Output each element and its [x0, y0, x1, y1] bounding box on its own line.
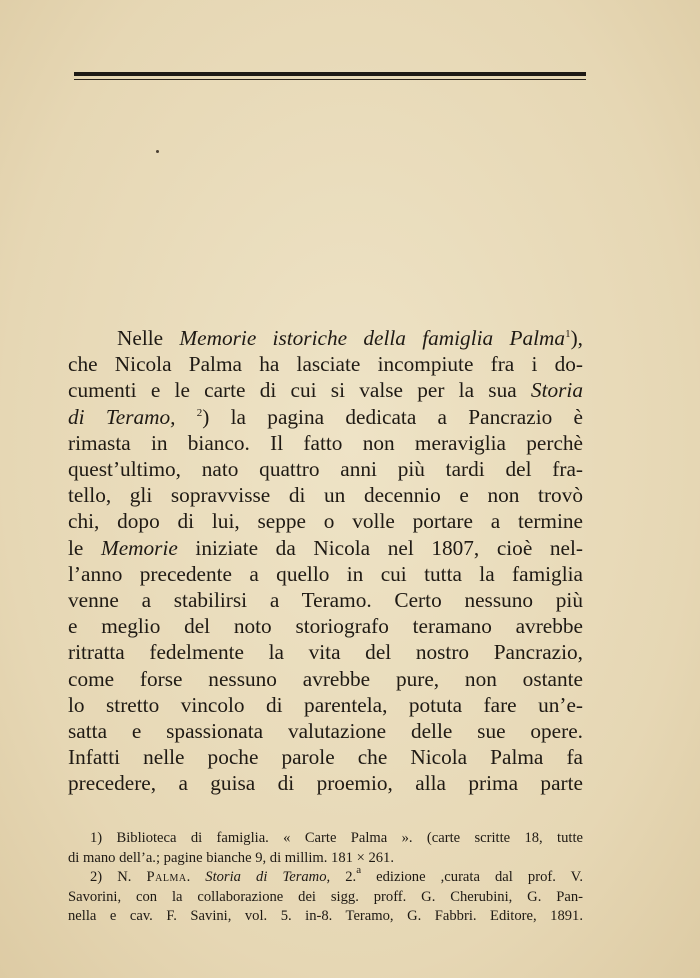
text-run: di mano dell’a.; pagine bianche 9, di millim. 181 × 261.	[68, 849, 394, 866]
text-run: Palma	[146, 869, 187, 886]
text-run: e meglio del noto storiografo teramano avrebbe	[68, 614, 583, 639]
text-run: rimasta in bianco. Il fatto non meraviglia perchè	[68, 430, 583, 455]
body-line	[68, 508, 583, 534]
text-run: nella e cav. F. Savini, vol. 5. in-8. Teramo, G. Fabbri. Editore, 1891.	[68, 908, 583, 925]
text-run: Infatti nelle poche parole che Nicola Palma fa	[68, 745, 583, 770]
body-line	[68, 377, 583, 403]
text-run: precedere, a guisa di proemio, alla prima parte	[68, 771, 583, 796]
footnote-line	[68, 907, 583, 927]
text-run: 2) N.	[90, 869, 147, 886]
body-line	[68, 613, 583, 639]
text-run: lo stretto vincolo di parentela, potuta fare un’e-	[68, 692, 583, 717]
text-run: ritratta fedelmente la vita del nostro Pancrazio,	[68, 640, 583, 665]
text-run: edizione ,curata dal prof. V.	[361, 869, 583, 886]
main-paragraph	[68, 325, 583, 797]
text-run: come forse nessuno avrebbe pure, non ostante	[68, 666, 583, 691]
text-run: cumenti e le carte di cui si valse per la sua	[68, 378, 531, 403]
ink-dot	[156, 150, 159, 153]
text-run: 1) Biblioteca di famiglia. « Carte Palma ». (carte scritte 18, tutte	[90, 830, 583, 846]
italic-text: Memorie istoriche della famiglia Palma	[179, 326, 566, 350]
text-run: .	[186, 869, 206, 886]
text-run: le	[68, 535, 101, 560]
footnote-line	[68, 888, 583, 908]
text-run: che Nicola Palma ha lasciate incompiute fra i do-	[68, 352, 583, 377]
text-run: l’anno precedente a quello in cui tutta la famiglia	[68, 561, 583, 586]
text-run: tello, gli sopravvisse di un decennio e non trovò	[68, 483, 583, 508]
body-line	[68, 325, 583, 351]
body-line	[68, 482, 583, 508]
body-line	[68, 692, 583, 718]
text-run: Nelle	[117, 326, 180, 350]
text-run: ),	[570, 326, 583, 350]
text-run: satta e spassionata valutazione delle sue opere.	[68, 719, 583, 744]
footnote-marker: 1	[565, 328, 571, 340]
italic-text: Storia	[530, 378, 583, 403]
body-line	[68, 744, 583, 770]
text-run: Savorini, con la collaborazione dei sigg. proff. G. Cherubini, G. Pan-	[68, 888, 583, 905]
text-run: chi, dopo di lui, seppe o volle portare a termine	[68, 509, 583, 534]
header-rule-thin	[74, 79, 586, 80]
text-run: quest’ultimo, nato quattro anni più tardi del fra-	[68, 457, 583, 482]
footnote-line	[68, 849, 583, 869]
body-line	[68, 718, 583, 744]
body-line	[68, 430, 583, 456]
body-line	[68, 770, 583, 796]
italic-text: di Teramo,	[68, 404, 176, 429]
body-line	[68, 666, 583, 692]
italic-text: Memorie	[100, 535, 178, 560]
footnote-line	[68, 829, 583, 849]
text-run: venne a stabilirsi a Teramo. Certo nessuno più	[68, 588, 583, 613]
body-line	[68, 587, 583, 613]
footnote-marker: a	[356, 864, 362, 877]
body-line	[68, 639, 583, 665]
text-run: iniziate da Nicola nel 1807, cioè nel-	[177, 535, 583, 560]
body-line	[68, 456, 583, 482]
body-line	[68, 351, 583, 377]
text-run: 2.	[330, 869, 357, 886]
body-line	[68, 404, 583, 430]
footnote-line	[68, 864, 583, 888]
body-line	[68, 561, 583, 587]
footnotes	[68, 829, 583, 927]
footnote-marker: 2	[196, 406, 203, 419]
italic-text: Storia di Teramo,	[205, 869, 331, 886]
body-line	[68, 535, 583, 561]
header-rule-thick	[74, 72, 586, 76]
text-run	[175, 405, 196, 429]
text-run: ) la pagina dedicata a Pancrazio è	[202, 404, 583, 429]
